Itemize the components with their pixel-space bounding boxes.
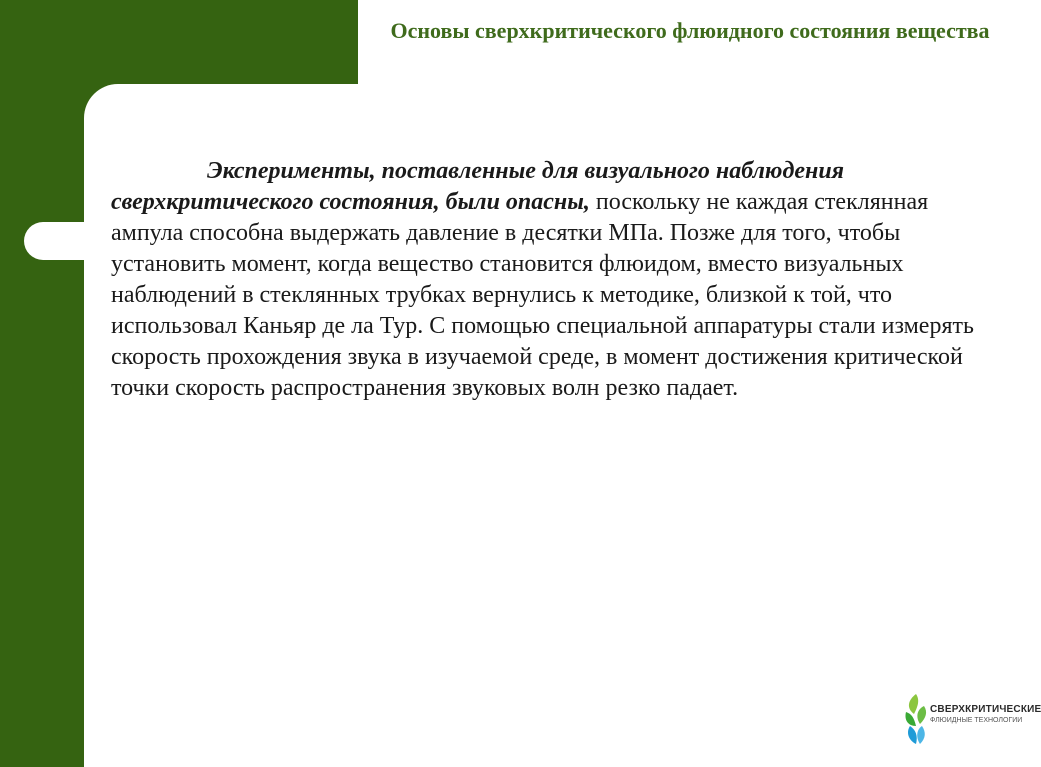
- body-emphasis: Эксперименты, поставленные для визуального наблюдения сверхкритического состояния, были опасны,: [111, 158, 845, 215]
- logo-title: СВЕРХКРИТИЧЕСКИЕ: [930, 704, 1041, 715]
- slide-title: Основы сверхкритического флюидного состояния вещества: [390, 18, 990, 43]
- side-tab: [24, 222, 104, 260]
- body-rest: поскольку не каждая стеклянная ампула способна выдержать давление в десятки МПа. Позже для того, чтобы установить момент, когда вещество становится флюидом, вместо визуальных наблюдений в стеклянных трубках вернулись к методике, близкой к той, что использовал Каньяр де ла Тур. С помощью специальной аппаратуры стали измерять скорость прохождения звука в изучаемой среде, в момент достижения критической точки скорость распространения звуковых волн резко падает.: [111, 189, 974, 401]
- green-leaves-icon: [902, 690, 930, 748]
- company-logo: [902, 690, 1041, 750]
- body-paragraph: [111, 156, 981, 404]
- logo-subtitle: ФЛЮИДНЫЕ ТЕХНОЛОГИИ: [930, 717, 1023, 724]
